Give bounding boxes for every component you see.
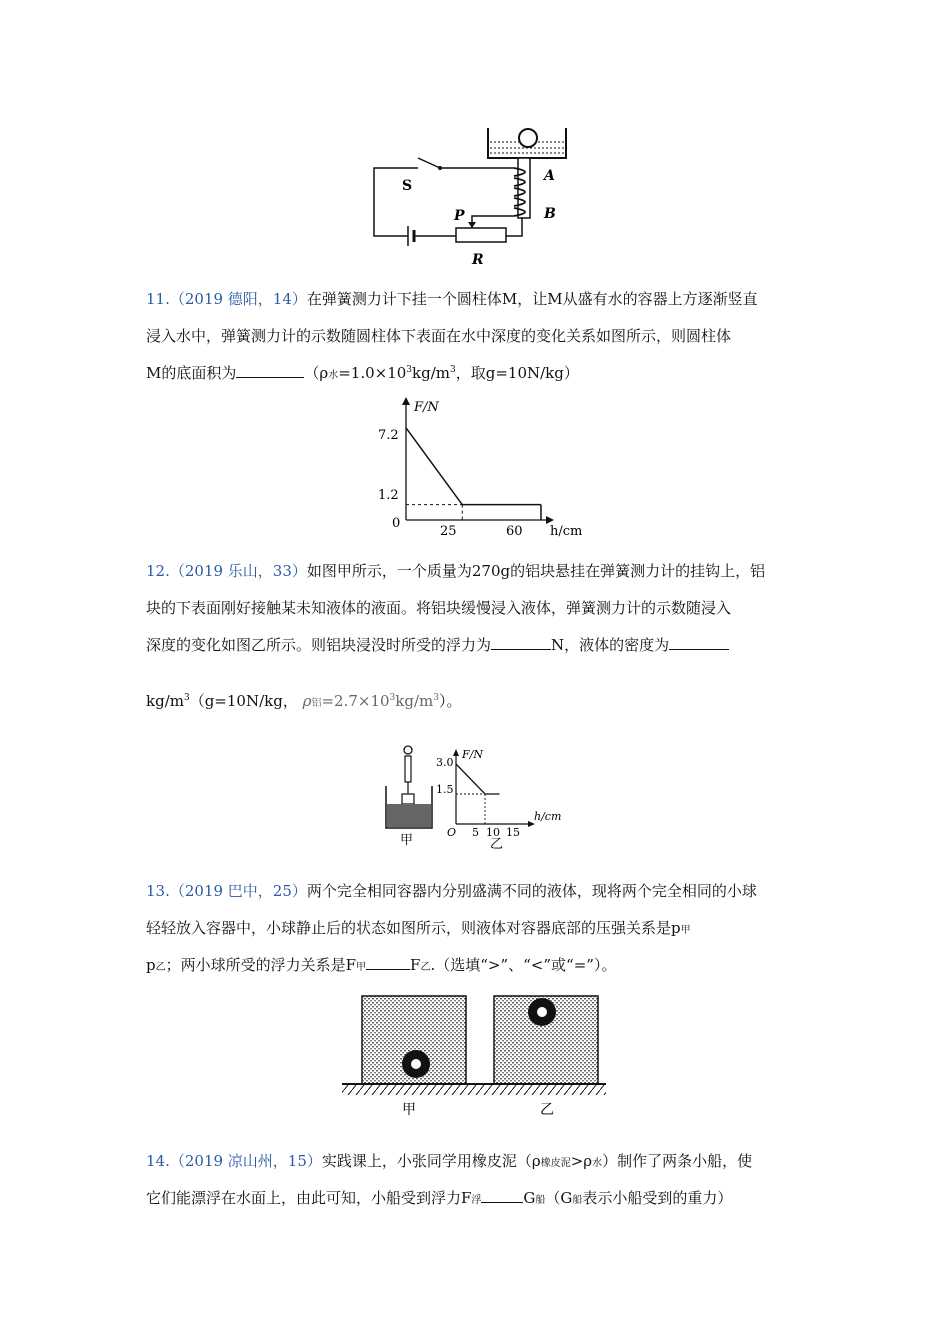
q12-sup-1: 3 [183, 693, 190, 703]
q14-number: 14. [146, 1152, 170, 1170]
q11-text-3h: ，取g=10N/kg） [455, 364, 579, 382]
q13-line3 [146, 954, 616, 975]
q14-sub-water: 水 [592, 1158, 603, 1169]
q14-text-2a: 它们能漂浮在水面上，由此可知，小船受到浮力F [146, 1189, 472, 1207]
q12-text-4f: =2.7×10 [321, 692, 390, 710]
q13-text-1: 两个完全相同容器内分别盛满不同的液体，现将两个完全相同的小球 [306, 882, 757, 900]
q12-line3 [146, 634, 729, 655]
q13-text-2b: 压强关系是p [596, 919, 681, 937]
c2-xlabel: h/cm [534, 810, 562, 823]
q12-text-3a: 深度的变化如图乙所示。则铝块浸没时所受的浮力为 [146, 636, 492, 654]
q12-text-4c: （g=10N/kg， [189, 692, 298, 710]
q12-number: 12. [146, 562, 170, 580]
q12-text-4h: kg/m [395, 692, 434, 710]
q14-text-1c: >ρ [570, 1152, 593, 1170]
q13-force-blank[interactable] [366, 955, 410, 970]
q14-line2 [146, 1187, 732, 1208]
q14-sub-float: 浮 [471, 1195, 482, 1206]
q14-text-2g: 表示小船受到的重力） [582, 1189, 733, 1207]
label-r: R [472, 252, 484, 268]
label-b: B [544, 206, 556, 222]
q13-line2 [146, 917, 691, 938]
c2-xtick-5: 5 [472, 826, 479, 839]
q11-sup-1: 3 [406, 365, 413, 375]
q12-line1 [146, 560, 765, 581]
q11-answer-blank[interactable] [236, 363, 304, 378]
q12-buoyancy-blank[interactable] [491, 635, 551, 650]
q11-text-2: 浸入水中，弹簧测力计的示数随圆柱体下表面在水中深度的变化关系如图所示，则圆柱体 [146, 327, 732, 345]
q12-sub-al: 铝 [311, 698, 322, 709]
q12-cap-jia: 甲 [400, 833, 414, 848]
q13-cap-jia: 甲 [402, 1102, 416, 1118]
c2-ylabel: F/N [462, 748, 483, 761]
q11-source: （2019 德阳，14） [169, 290, 307, 308]
c1-ytick-1.2: 1.2 [378, 488, 399, 503]
q13-number: 13. [146, 882, 170, 900]
q13-containers-figure [336, 990, 608, 1120]
q12-text-2: 块的下表面刚好接触某未知液体的液面。将铝块缓慢浸入液体，弹簧测力计的示数随浸入 [146, 599, 732, 617]
c2-series-line [456, 764, 500, 794]
q11-text-3f: kg/m [412, 364, 450, 382]
q11-text-3b: （ρ [304, 364, 329, 382]
q11-force-depth-chart [360, 395, 590, 540]
q12-sup-3: 3 [433, 693, 439, 703]
q12-beaker-figure [380, 742, 440, 850]
q12-text-4j: ）。 [438, 692, 462, 710]
q12-line2 [146, 597, 731, 618]
q12-sup-2: 3 [389, 693, 396, 703]
c1-origin: 0 [392, 516, 401, 531]
label-s: S [402, 178, 413, 194]
q14-text-1e: ）制作了两条小船，使 [602, 1152, 753, 1170]
q12-cap-yi: 乙 [490, 837, 504, 850]
c1-xlabel: h/cm [550, 524, 583, 539]
q12-text-3b: N，液体的密度为 [551, 636, 670, 654]
q13-source: （2019 巴中，25） [169, 882, 307, 900]
c1-ytick-7.2: 7.2 [378, 428, 399, 443]
q13-sub-yi-1: 乙 [155, 962, 166, 973]
c1-xtick-25: 25 [440, 524, 457, 539]
q11-line3 [146, 362, 579, 383]
q13-cap-yi: 乙 [540, 1102, 554, 1118]
q12-density-blank[interactable] [669, 635, 729, 650]
q13-text-3a: p [146, 956, 156, 974]
q13-text-3e: F [410, 956, 421, 974]
q14-text-2e: （G [545, 1189, 573, 1207]
q12-rho: ρ [302, 692, 312, 710]
q12-source: （2019 乐山，33） [169, 562, 307, 580]
q13-text-3c: ；两小球所受的浮力关系是F [165, 956, 357, 974]
q14-sub-clay: 橡皮泥 [540, 1158, 571, 1169]
q12-line4 [146, 690, 462, 711]
q14-answer-blank[interactable] [481, 1188, 523, 1203]
q14-line1 [146, 1150, 752, 1171]
q11-sub-water: 水 [328, 370, 339, 381]
q13-text-3g: .（选填“>”、“<”或“=”）。 [430, 956, 617, 974]
c2-xtick-15: 15 [506, 826, 520, 839]
c1-series-line [406, 428, 541, 505]
q11-line2 [146, 325, 731, 346]
q11-number: 11. [146, 290, 170, 308]
electromagnet-circuit-figure [360, 120, 580, 270]
q13-text-2a: 轻轻放入容器中，小球静止后的状态如图所示，则液体对容器底部的 [146, 919, 597, 937]
c2-ytick-3.0: 3.0 [436, 756, 454, 769]
q11-sup-2: 3 [450, 365, 456, 375]
q13-line1 [146, 880, 757, 901]
q14-text-1a: 实践课上，小张同学用橡皮泥（ρ [321, 1152, 541, 1170]
q13-sub-jia-2: 甲 [356, 962, 367, 973]
label-p: P [454, 208, 465, 224]
q13-sub-yi-2: 乙 [420, 962, 431, 973]
q12-force-depth-chart [432, 746, 572, 850]
q11-text-1: 在弹簧测力计下挂一个圆柱体M，让M从盛有水的容器上方逐渐竖直 [306, 290, 758, 308]
q14-sub-boat-2: 船 [572, 1195, 583, 1206]
c1-xtick-60: 60 [506, 524, 523, 539]
c2-xtick-10: 10 [486, 826, 500, 839]
q12-text-1: 如图甲所示，一个质量为270g的铝块悬挂在弹簧测力计的挂钩上，铝 [306, 562, 766, 580]
q11-text-3a: M的底面积为 [146, 364, 237, 382]
c2-ytick-1.5: 1.5 [436, 783, 454, 796]
label-a: A [544, 168, 555, 184]
q14-source: （2019 凉山州，15） [169, 1152, 322, 1170]
q13-sub-jia-1: 甲 [680, 925, 691, 936]
c1-ylabel: F/N [414, 400, 439, 415]
q14-sub-boat-1: 船 [535, 1195, 546, 1206]
c2-origin: O [447, 826, 457, 839]
q12-text-4a: kg/m [146, 692, 184, 710]
q11-text-3d: =1.0×10 [338, 364, 407, 382]
q14-text-2c: G [523, 1189, 536, 1207]
q11-line1 [146, 288, 758, 309]
